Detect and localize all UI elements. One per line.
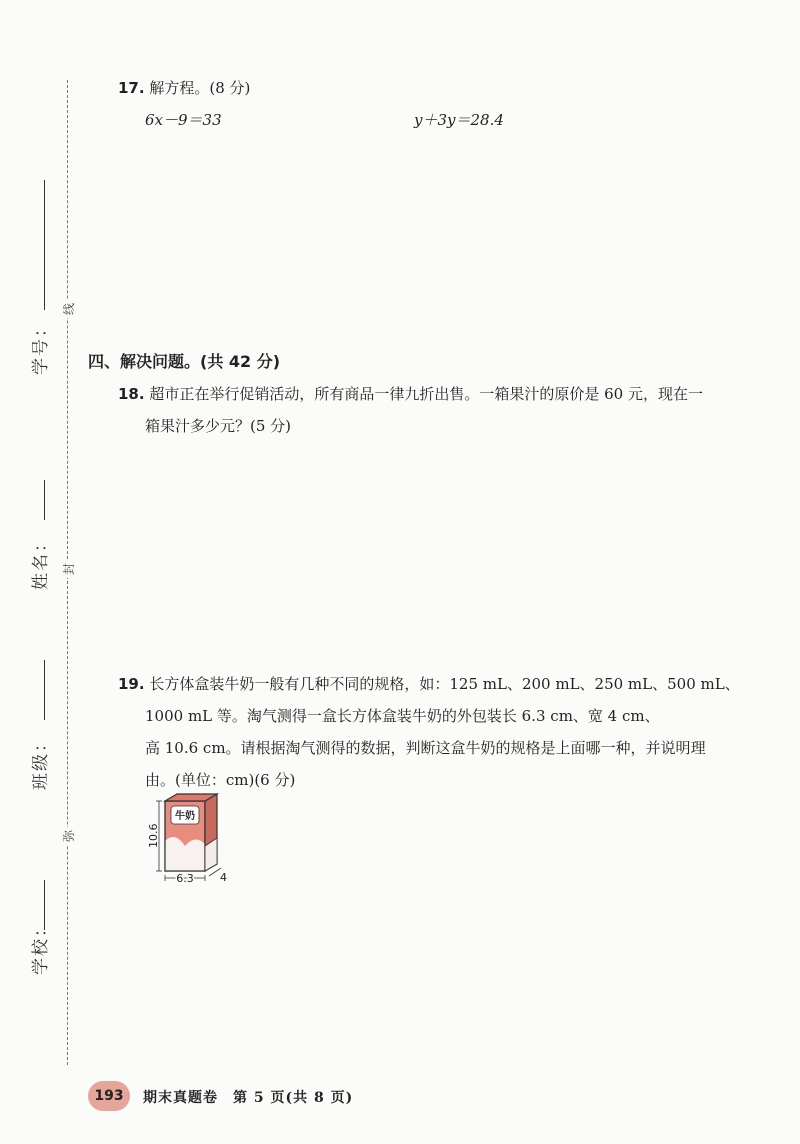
question-19-line-2: 1000 mL 等。淘气测得一盒长方体盒装牛奶的外包装长 6.3 cm、宽 4 cm、 (145, 707, 660, 725)
question-19-line-3: 高 10.6 cm。请根据淘气测得的数据，判断这盒牛奶的规格是上面哪一种，并说明理 (145, 739, 706, 757)
class-label: 班级： (31, 733, 51, 790)
milk-carton-figure (140, 786, 240, 886)
cut-mark-line: 线 (60, 300, 77, 318)
cut-mark-seal: 封 (60, 560, 77, 578)
cut-mark-fold: 弥 (60, 827, 77, 845)
section-4-title: 四、解决问题。(共 42 分) (88, 352, 281, 371)
question-19-line-4: 由。(单位：cm)(6 分) (145, 771, 296, 789)
question-18-line-2: 箱果汁多少元？(5 分) (145, 417, 292, 435)
equation-2: y＋3y＝28.4 (414, 111, 504, 129)
question-17-number: 17. (118, 79, 145, 97)
height-dimension-label: 10.6 (147, 823, 160, 848)
question-18-line-1: 超市正在举行促销活动，所有商品一律九折出售。一箱果汁的原价是 60 元，现在一 (149, 385, 703, 403)
width-dimension-label: 4 (220, 871, 227, 884)
equation-1: 6x－9＝33 (145, 111, 222, 129)
question-17-title: 解方程。(8 分) (149, 79, 251, 97)
question-19 (118, 668, 768, 796)
student-id-label: 学号： (31, 318, 51, 375)
class-line (44, 660, 45, 720)
footer-text: 期末真题卷 第 5 页(共 8 页) (143, 1090, 354, 1106)
school-label: 学校： (31, 918, 51, 975)
question-18-number: 18. (118, 385, 145, 403)
student-id-line (44, 180, 45, 310)
carton-label-text: 牛奶 (175, 811, 195, 822)
question-19-number: 19. (118, 675, 145, 693)
question-17-header (118, 72, 250, 104)
name-line (44, 480, 45, 520)
length-dimension-label: 6.3 (176, 872, 194, 885)
page-number-badge: 193 (88, 1081, 130, 1111)
name-label: 姓名： (31, 533, 51, 590)
question-19-line-1: 长方体盒装牛奶一般有几种不同的规格，如：125 mL、200 mL、250 mL、500 mL、 (149, 675, 740, 693)
question-18 (118, 378, 768, 442)
